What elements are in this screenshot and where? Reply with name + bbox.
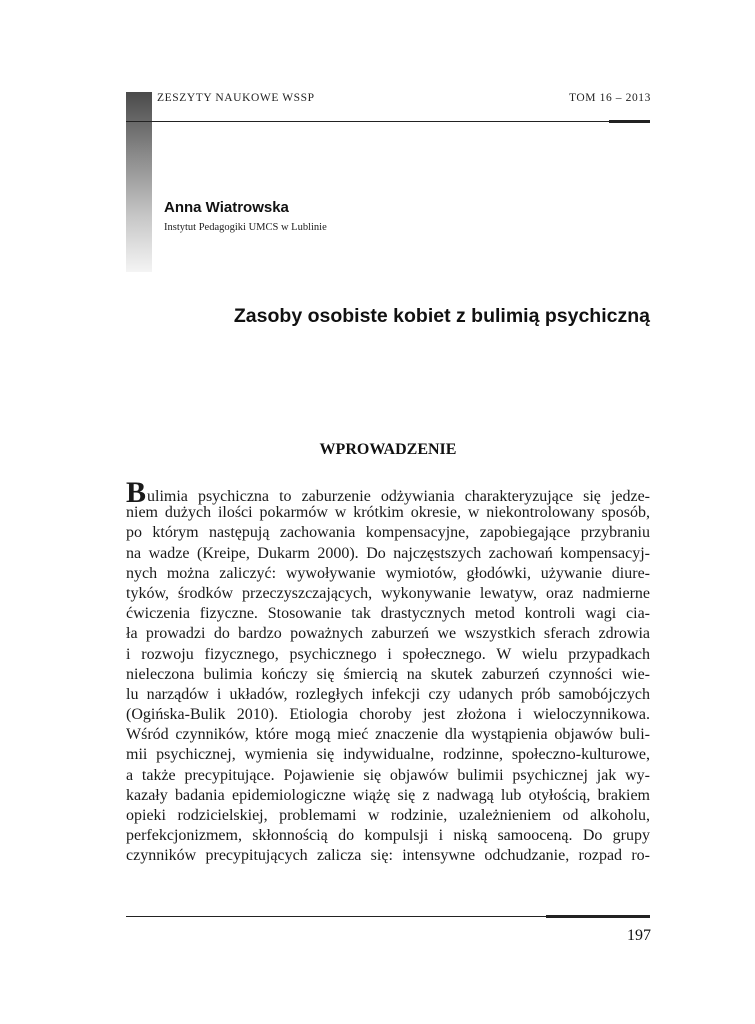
text-line: czynników precypitujących zalicza się: intensywne odchudzanie, rozpad ro- <box>126 847 650 865</box>
header-rule-accent <box>609 120 650 123</box>
text-line: niem dużych ilości pokarmów w krótkim okresie, w niekontrolowany sposób, <box>126 504 650 522</box>
text-line: a także precypitujące. Pojawienie się objawów bulimii psychicznej jak wy- <box>126 766 650 784</box>
section-heading: WPROWADZENIE <box>319 441 457 458</box>
text-line: po którym następują zachowania kompensacyjne, zapobiegające przybraniu <box>126 524 650 542</box>
author-affiliation: Instytut Pedagogiki UMCS w Lublinie <box>164 222 327 233</box>
text-line: (Ogińska-Bulik 2010). Etiologia choroby jest złożona i wieloczynnikowa. <box>126 706 650 724</box>
text-line: mii psychicznej, wymienia się indywidualne, rodzinne, społeczno-kulturowe, <box>126 746 650 764</box>
text-line: perfekcjonizmem, skłonnością do kompulsji i niską samooceną. Do grupy <box>126 827 650 845</box>
article-title: Zasoby osobiste kobiet z bulimią psychiczną <box>233 305 650 327</box>
text-line: Wśród czynników, które mogą mieć znaczenie dla wystąpienia objawów buli- <box>126 726 650 744</box>
text-line: na wadze (Kreipe, Dukarm 2000). Do najczęstszych zachowań kompensacyj- <box>126 544 650 562</box>
journal-name: ZESZYTY NAUKOWE WSSP <box>157 92 315 104</box>
author-name: Anna Wiatrowska <box>164 199 289 216</box>
text-line: kazały badania epidemiologiczne wiążę się z nadwagą lub otyłością, brakiem <box>126 786 650 804</box>
page-number: 197 <box>627 927 651 944</box>
decorative-gradient-bar <box>126 92 152 272</box>
text-line: ła prowadzi do bardzo poważnych zaburzeń we wszystkich sferach zdrowia <box>126 625 650 643</box>
body-paragraph <box>126 476 650 867</box>
text-line: nych można zaliczyć: wywoływanie wymiotów, głodówki, używanie diure- <box>126 564 650 582</box>
volume-label: TOM 16 – 2013 <box>568 92 651 104</box>
text-line: opieki rodzicielskiej, problemami w rodzinie, uzależnieniem od alkoholu, <box>126 807 650 824</box>
text-line: Bulimia psychiczna to zaburzenie odżywiania charakteryzujące się jedze- <box>126 476 650 509</box>
text-line: nieleczona bulimia kończy się śmiercią na skutek zaburzeń czynności wie- <box>126 665 650 683</box>
text-line: tyków, środków przeczyszczających, wykonywanie lewatyw, oraz nadmierne <box>126 584 650 602</box>
footer-rule-accent <box>546 915 650 918</box>
drop-cap: B <box>126 476 147 509</box>
header-rule <box>126 121 650 122</box>
text-line: ćwiczenia fizyczne. Stosowanie tak drastycznych metod kontroli wagi cia- <box>126 605 650 623</box>
text-line: lu narządów i układów, rozległych infekcji czy udanych prób samobójczych <box>126 685 650 703</box>
text-line: i rozwoju fizycznego, psychicznego i społecznego. W wielu przypadkach <box>126 645 650 663</box>
